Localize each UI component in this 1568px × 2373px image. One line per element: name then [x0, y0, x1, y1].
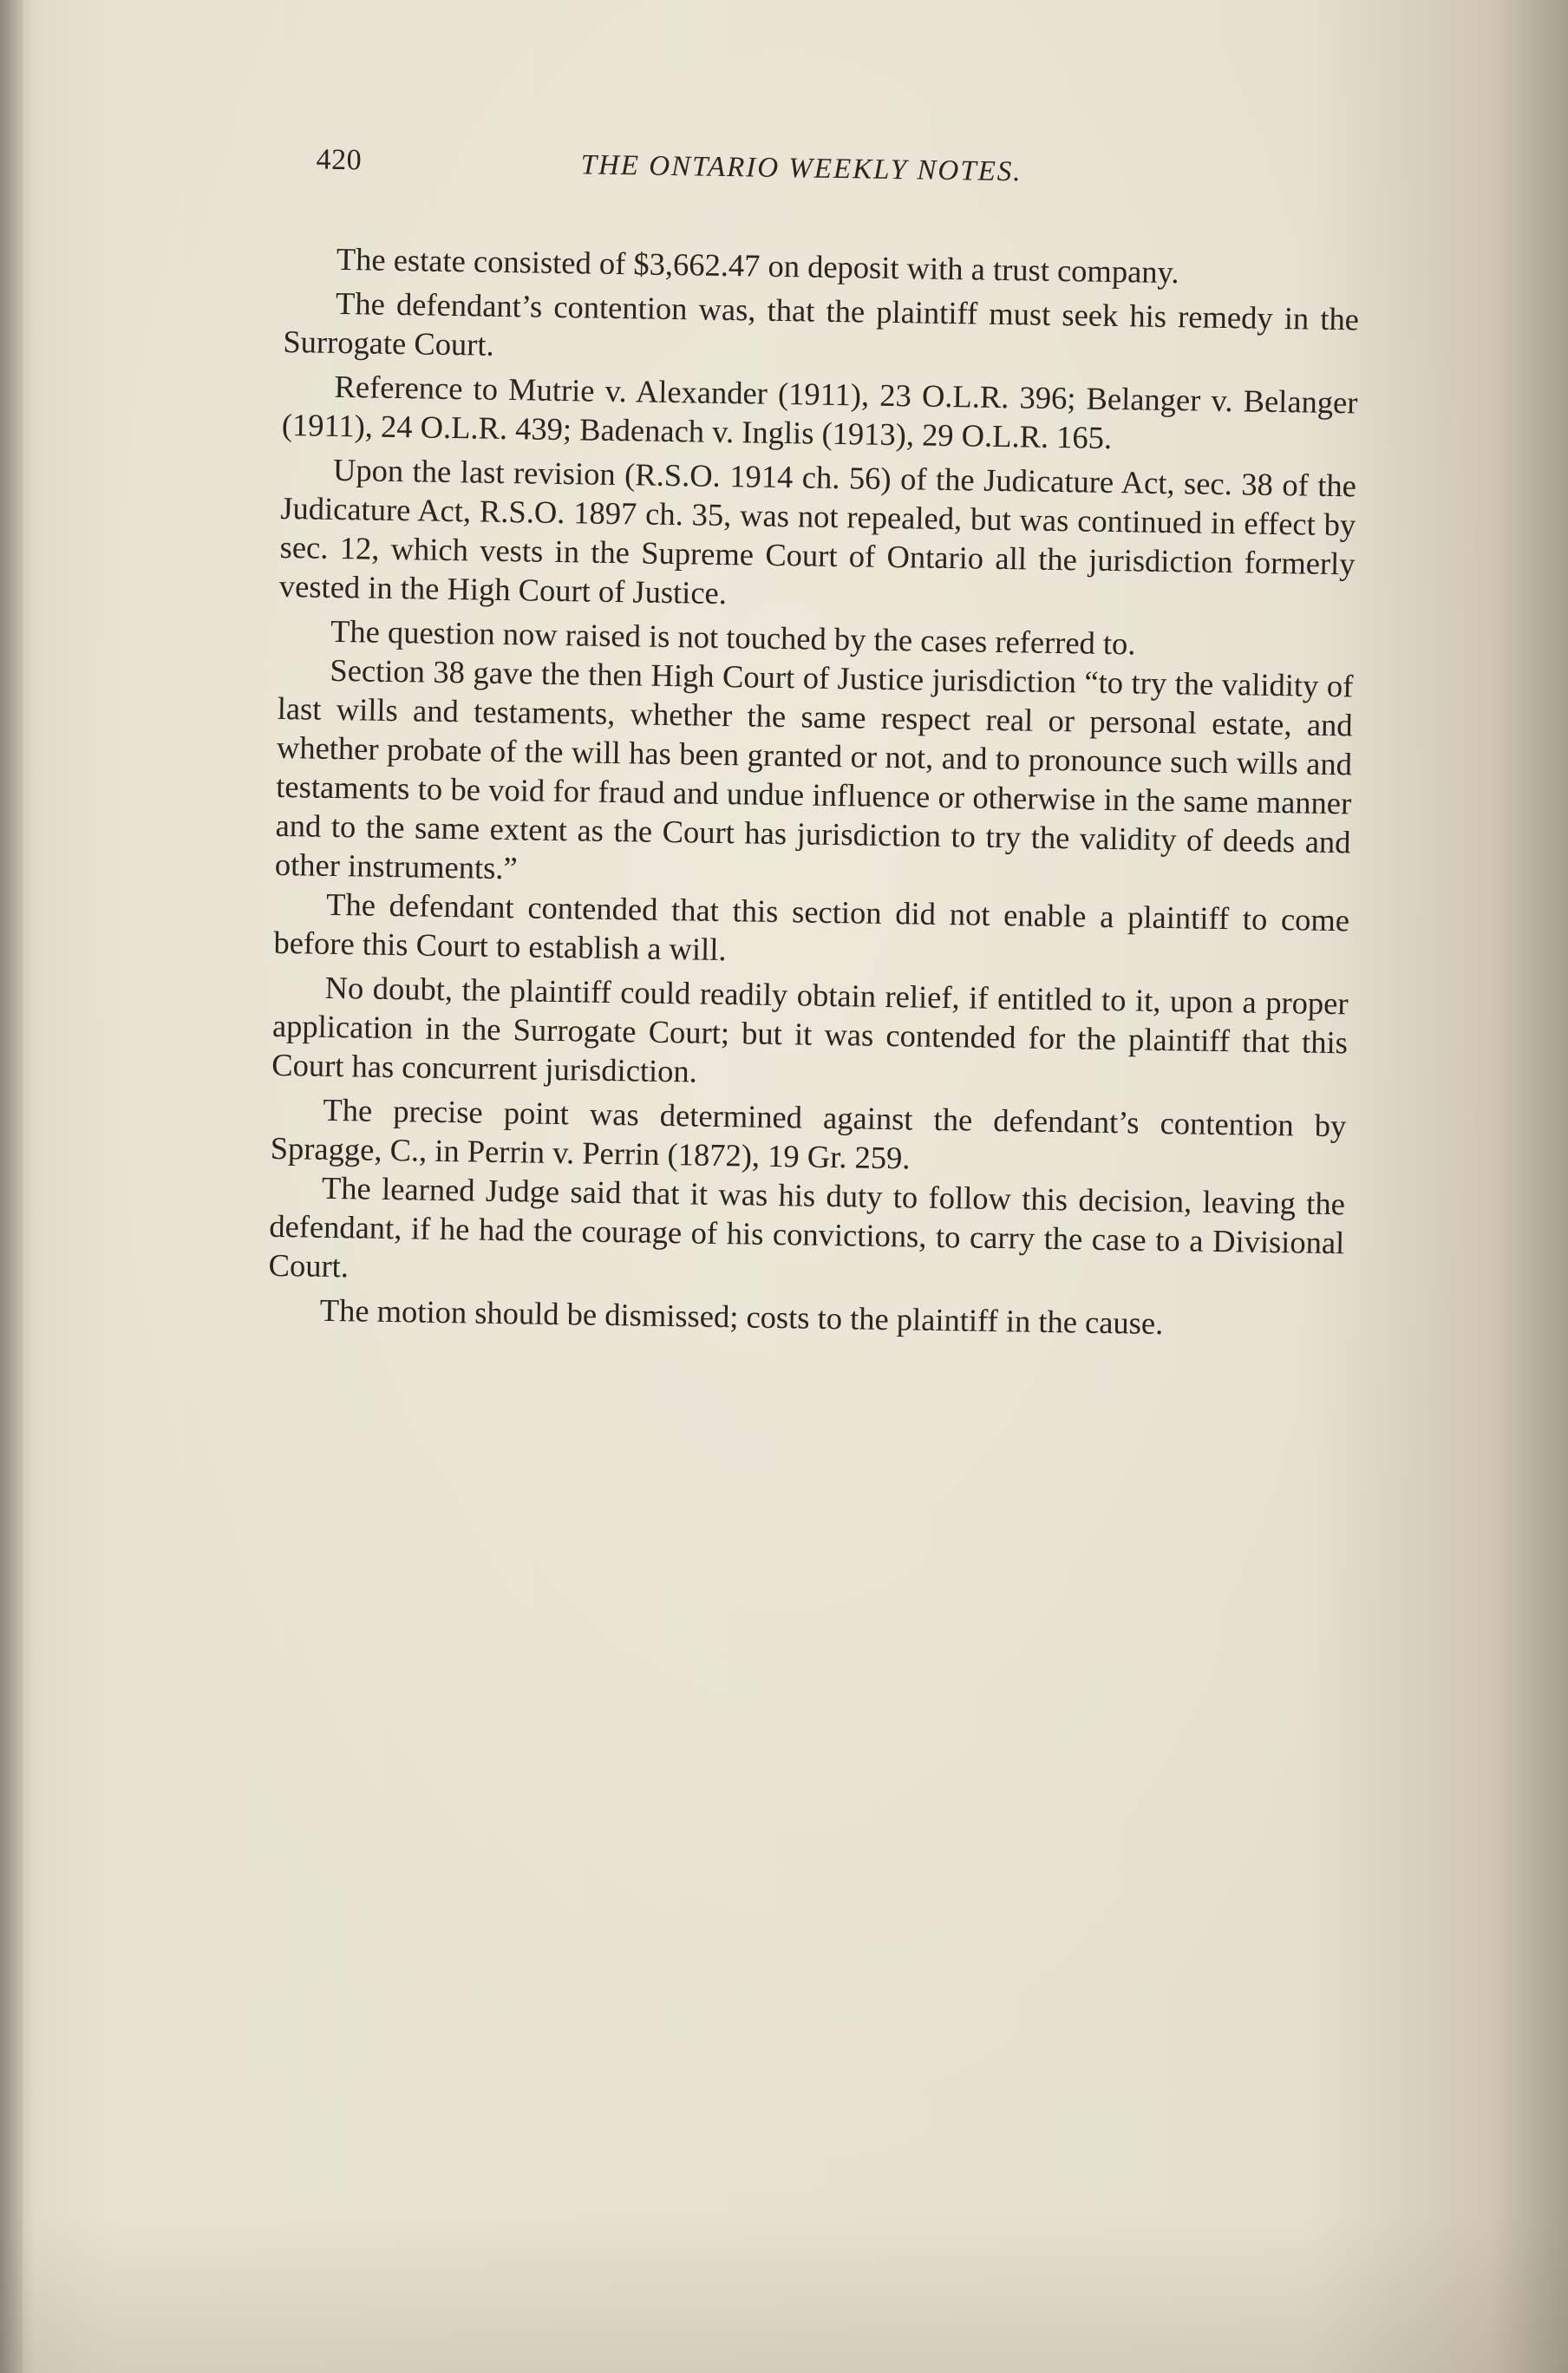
paragraph-no-doubt: No doubt, the plaintiff could readily obtain relief, if entitled to it, upon a proper application in the Surrogate Court; but it was contended for the plaintiff that this Court has concurrent jurisdiction. [271, 969, 1349, 1089]
paragraph-revision: Upon the last revision (R.S.O. 1914 ch. 56) of the Judicature Act, sec. 38 of the Judicature Act, R.S.O. 1897 ch. 35, was not repealed, but was continued in effect by sec. 12, which vests in the Supreme Court of Ontario all the jurisdiction formerly vested in the High Court of Justice. [278, 451, 1357, 611]
paragraph-defendant-contention: The defendant’s contention was, that the plaintiff must seek his remedy in the Surrogate Court. [283, 284, 1360, 363]
paragraph-section-38: Section 38 gave the then High Court of Justice jurisdiction “to try the validity of last wills and testaments, whether the same respect real or personal estate, and whether probate of the will has been granted or not, and to pronounce such wills and testaments to be void for fraud and undue influence or otherwise in the same manner and to the same extent as the Court has jurisdiction to try the validity of deeds and other instruments.” [274, 651, 1354, 886]
paragraph-question: The question now raised is not touched by the cases referred to. [330, 612, 1136, 662]
paragraph-precise-point: The precise point was determined against the defendant’s contention by Spragge, C., in Perrin v. Perrin (1872), 19 Gr. 259. [270, 1091, 1347, 1176]
running-head [285, 143, 1362, 220]
paragraph-learned-judge: The learned Judge said that it was his duty to follow this decision, leaving the defendant, if he had the courage of his convictions, to carry the case to a Divisional Court. [268, 1169, 1346, 1285]
paragraph-motion-dismissed: The motion should be dismissed; costs to the plaintiff in the cause. [319, 1291, 1164, 1342]
paragraph-defendant-contended: The defendant contended that this section did not enable a plaintiff to come before this Court to establish a will. [273, 886, 1350, 968]
paragraph-estate: The estate consisted of $3,662.47 on deposit with a trust company. [336, 240, 1179, 291]
journal-title: THE ONTARIO WEEKLY NOTES. [580, 149, 1022, 188]
page-text-block [267, 143, 1361, 1350]
page-number: 420 [316, 143, 363, 177]
paragraph-references: Reference to Mutrie v. Alexander (1911), 23 O.L.R. 396; Belanger v. Belanger (1911), 24 O.L.R. 439; Badenach v. Inglis (1913), 29 O.L.R. 165. [281, 368, 1358, 455]
